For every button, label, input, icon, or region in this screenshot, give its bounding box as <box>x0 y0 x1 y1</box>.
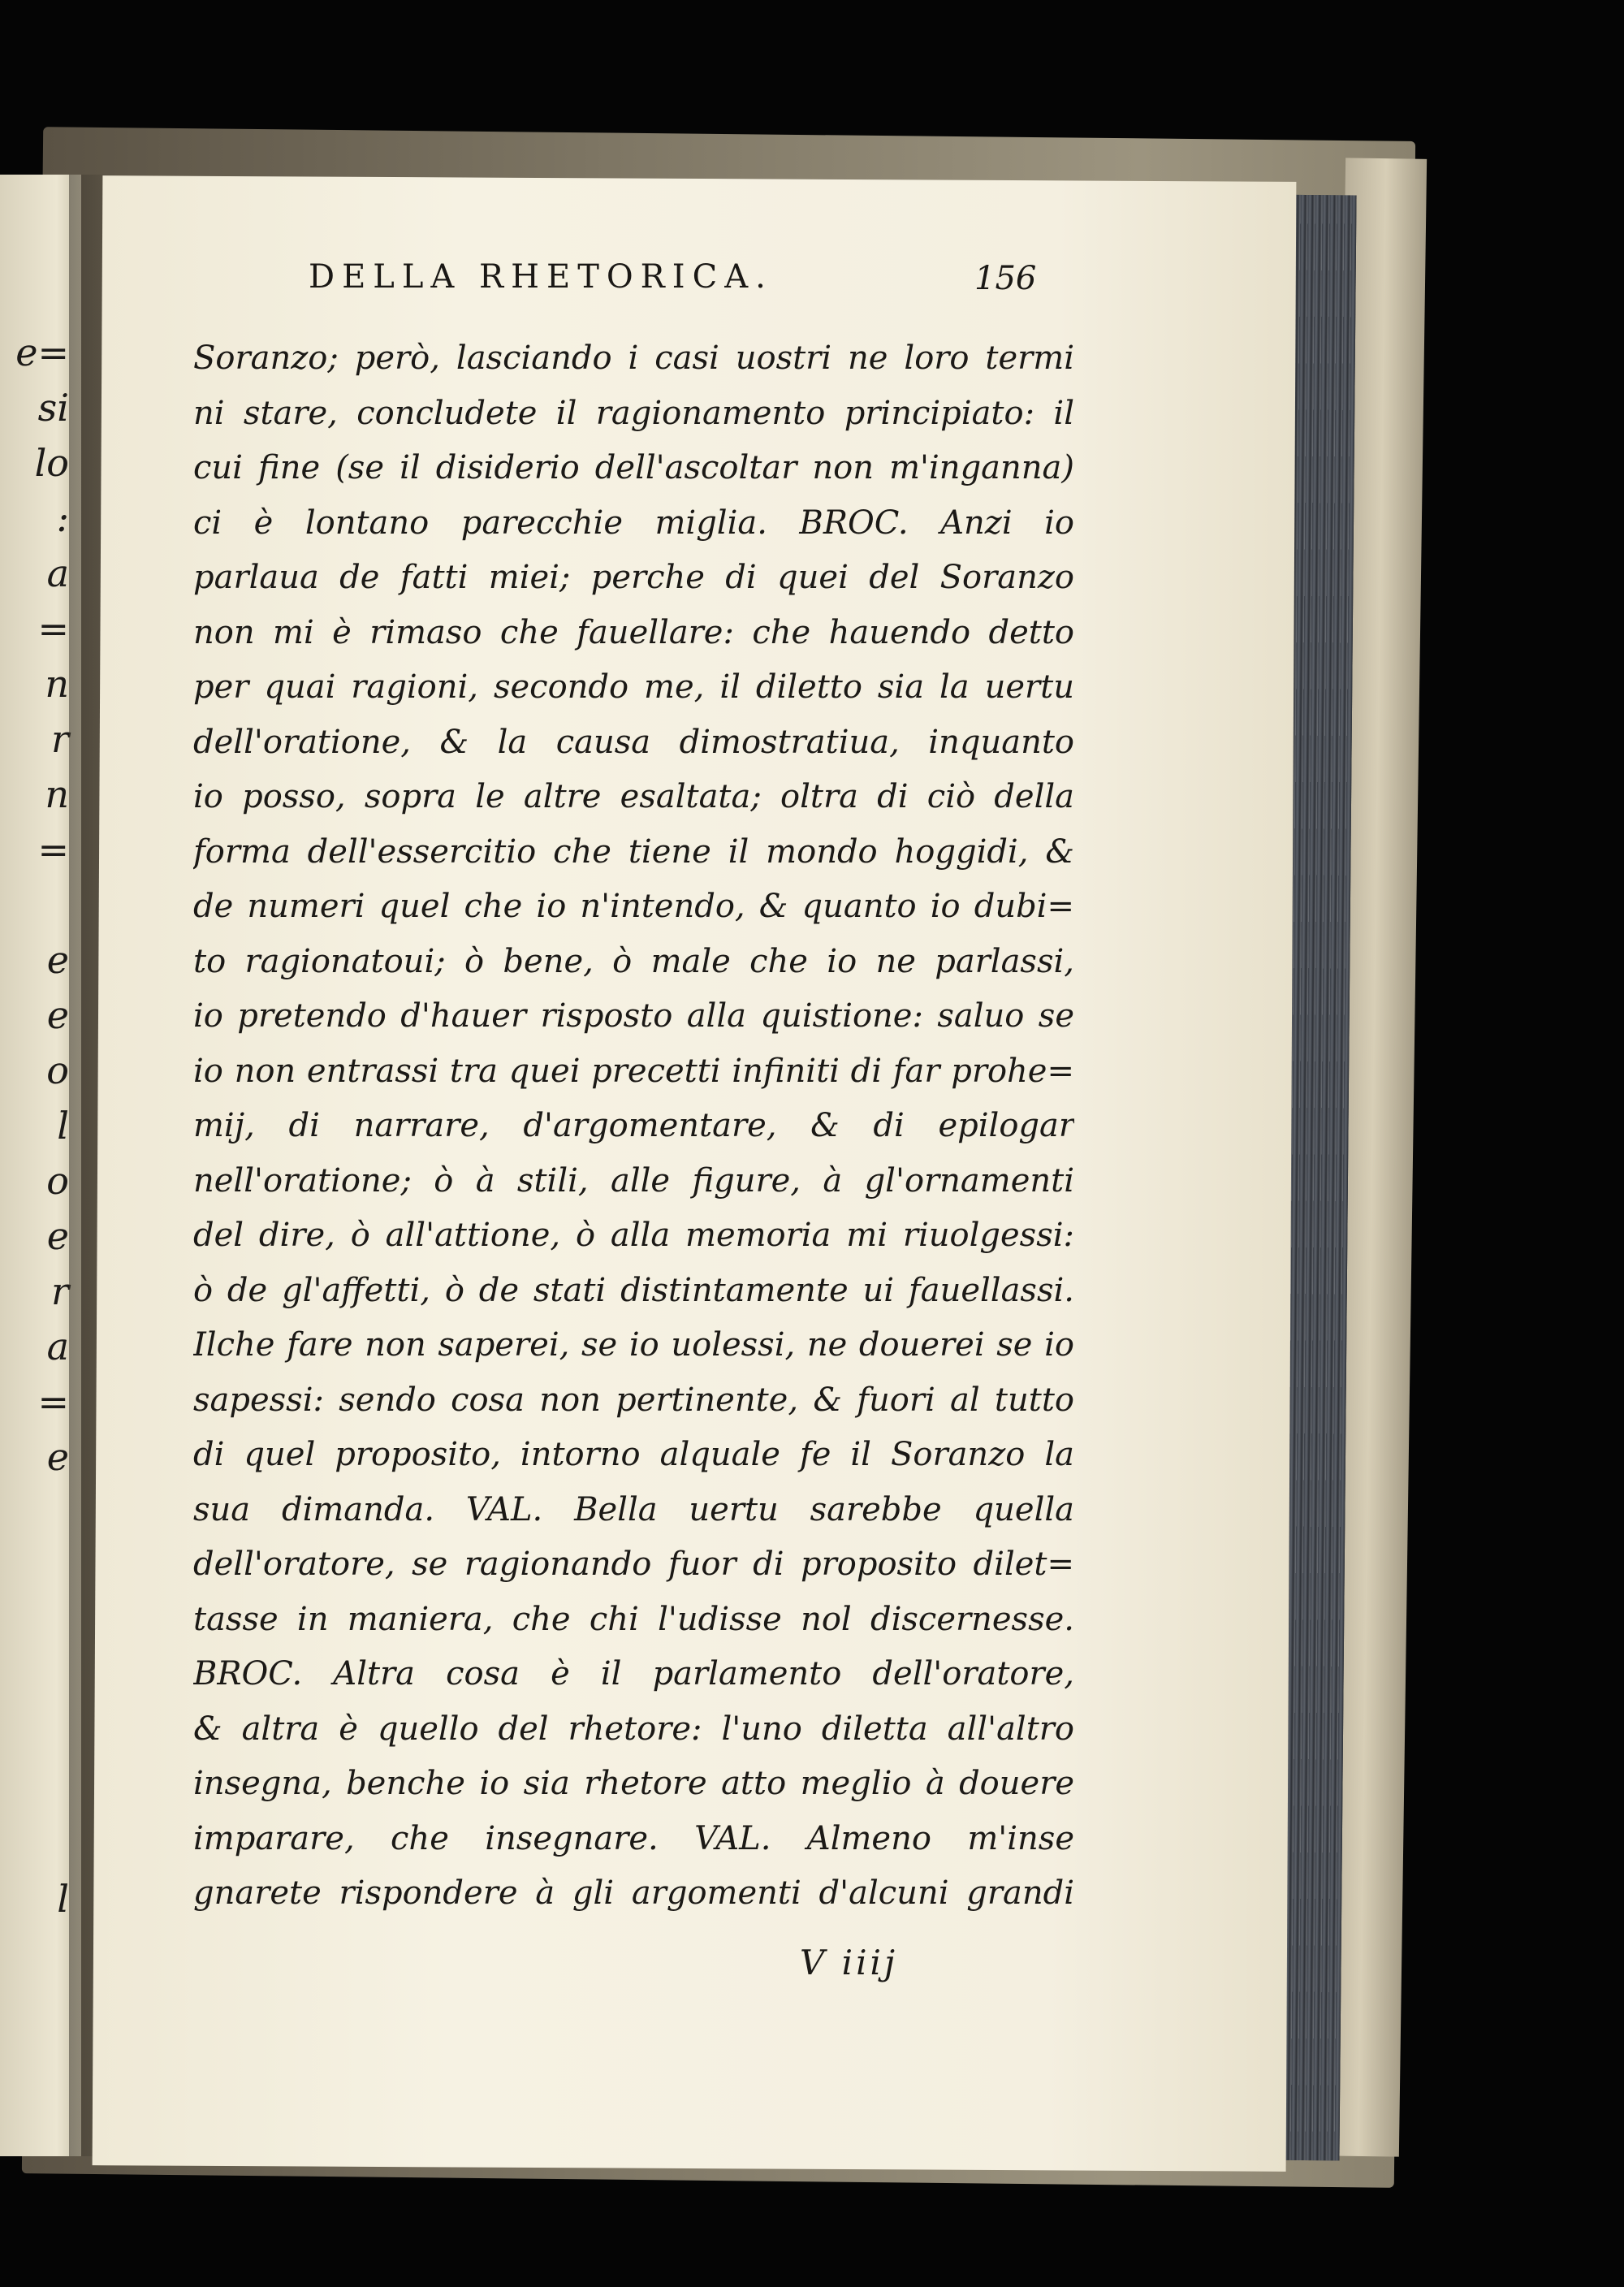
text-line: tasse in maniera, che chi l'udisse nol discernesse. <box>193 1600 1074 1638</box>
text-line: de numeri quel che io n'intendo, & quanto io dubi= <box>193 888 1074 925</box>
text-line: dell'oratore, se ragionando fuor di proposito dilet= <box>193 1546 1074 1583</box>
left-fragment: l <box>57 1877 69 1921</box>
text-line: to ragionatoui; ò bene, ò male che io ne parlassi, <box>193 942 1074 980</box>
left-fragment: : <box>56 496 69 540</box>
text-line: del dire, ò all'attione, ò alla memoria mi riuolgessi: <box>193 1217 1074 1254</box>
text-line: sapessi: sendo cosa non pertinente, & fuori al tutto <box>193 1381 1074 1419</box>
running-head: DELLA RHETORICA. <box>309 258 773 296</box>
text-line: cui fine (se il disiderio dell'ascoltar non m'inganna) <box>193 449 1074 486</box>
left-fragment <box>0 1595 69 1650</box>
text-line: dell'oratione, & la causa dimostratiua, inquanto <box>193 723 1074 761</box>
page-number: 156 <box>974 260 1037 297</box>
text-line: io pretendo d'hauer risposto alla quistione: saluo se <box>193 997 1074 1035</box>
text-line: Soranzo; però, lasciando i casi uostri ne loro termi <box>193 339 1074 377</box>
text-line: gnarete rispondere à gli argomenti d'alcuni grandi <box>193 1874 1074 1912</box>
left-fragment: = <box>37 828 69 871</box>
left-fragment <box>0 1540 69 1595</box>
left-fragment: a <box>46 1325 69 1368</box>
page-header <box>309 258 1121 315</box>
text-line: sua dimanda. VAL. Bella uertu sarebbe quella <box>193 1490 1074 1528</box>
left-fragment: e <box>46 938 69 982</box>
text-line: ò de gl'affetti, ò de stati distintamente ui fauellassi. <box>193 1271 1074 1309</box>
text-line: imparare, che insegnare. VAL. Almeno m'inse <box>193 1819 1074 1857</box>
text-line: parlaua de fatti miei; perche di quei del Soranzo <box>193 559 1074 596</box>
left-fragment: e <box>46 1214 69 1258</box>
left-fragment: = <box>37 607 69 651</box>
left-fragment <box>0 1650 69 1706</box>
left-fragment: = <box>37 1380 69 1424</box>
left-fragment: r <box>51 1269 69 1313</box>
text-line: BROC. Altra cosa è il parlamento dell'oratore, <box>193 1655 1074 1693</box>
left-fragment: e <box>46 993 69 1037</box>
left-fragment: n <box>45 662 69 706</box>
text-line: Ilche fare non saperei, se io uolessi, ne douerei se io <box>193 1326 1074 1364</box>
left-fragment <box>0 1706 69 1761</box>
text-line: insegna, benche io sia rhetore atto meglio à douere <box>193 1765 1074 1802</box>
left-fragment: e <box>46 1435 69 1479</box>
left-fragment: r <box>51 717 69 761</box>
signature-mark: V iiij <box>800 1943 899 1982</box>
left-fragment: a <box>46 551 69 595</box>
left-fragment: o <box>46 1159 69 1203</box>
text-line: non mi è rimaso che fauellare: che hauendo detto <box>193 613 1074 651</box>
text-line: ni stare, concludete il ragionamento principiato: il <box>193 394 1074 432</box>
text-line: mij, di narrare, d'argomentare, & di epilogar <box>193 1107 1074 1144</box>
left-fragment: n <box>45 772 69 816</box>
left-fragment <box>0 877 69 932</box>
left-fragment <box>0 1485 69 1540</box>
text-line: & altra è quello del rhetore: l'uno diletta all'altro <box>193 1710 1074 1748</box>
left-fragment <box>0 1761 69 1816</box>
text-line: io posso, sopra le altre esaltata; oltra di ciò della <box>193 778 1074 815</box>
text-line: ci è lontano parecchie miglia. BROC. Anzi io <box>193 504 1074 542</box>
text-line: forma dell'essercitio che tiene il mondo hoggidi, & <box>193 832 1074 871</box>
text-line: per quai ragioni, secondo me, il diletto sia la uertu <box>193 668 1074 706</box>
left-fragment: l <box>57 1104 69 1148</box>
text-line: nell'oratione; ò à stili, alle figure, à gl'ornamenti <box>193 1161 1074 1200</box>
left-fragment <box>0 1816 69 1871</box>
text-line: io non entrassi tra quei precetti infiniti di far prohe= <box>193 1052 1074 1090</box>
text-line: di quel proposito, intorno alquale fe il Soranzo la <box>193 1436 1074 1473</box>
left-fragment: o <box>46 1048 69 1092</box>
body-text <box>193 331 1074 1922</box>
left-fragment: lo <box>34 441 69 485</box>
left-fragment: e= <box>15 331 69 374</box>
left-page-text-fragments <box>0 325 69 1926</box>
left-fragment: si <box>37 386 69 430</box>
